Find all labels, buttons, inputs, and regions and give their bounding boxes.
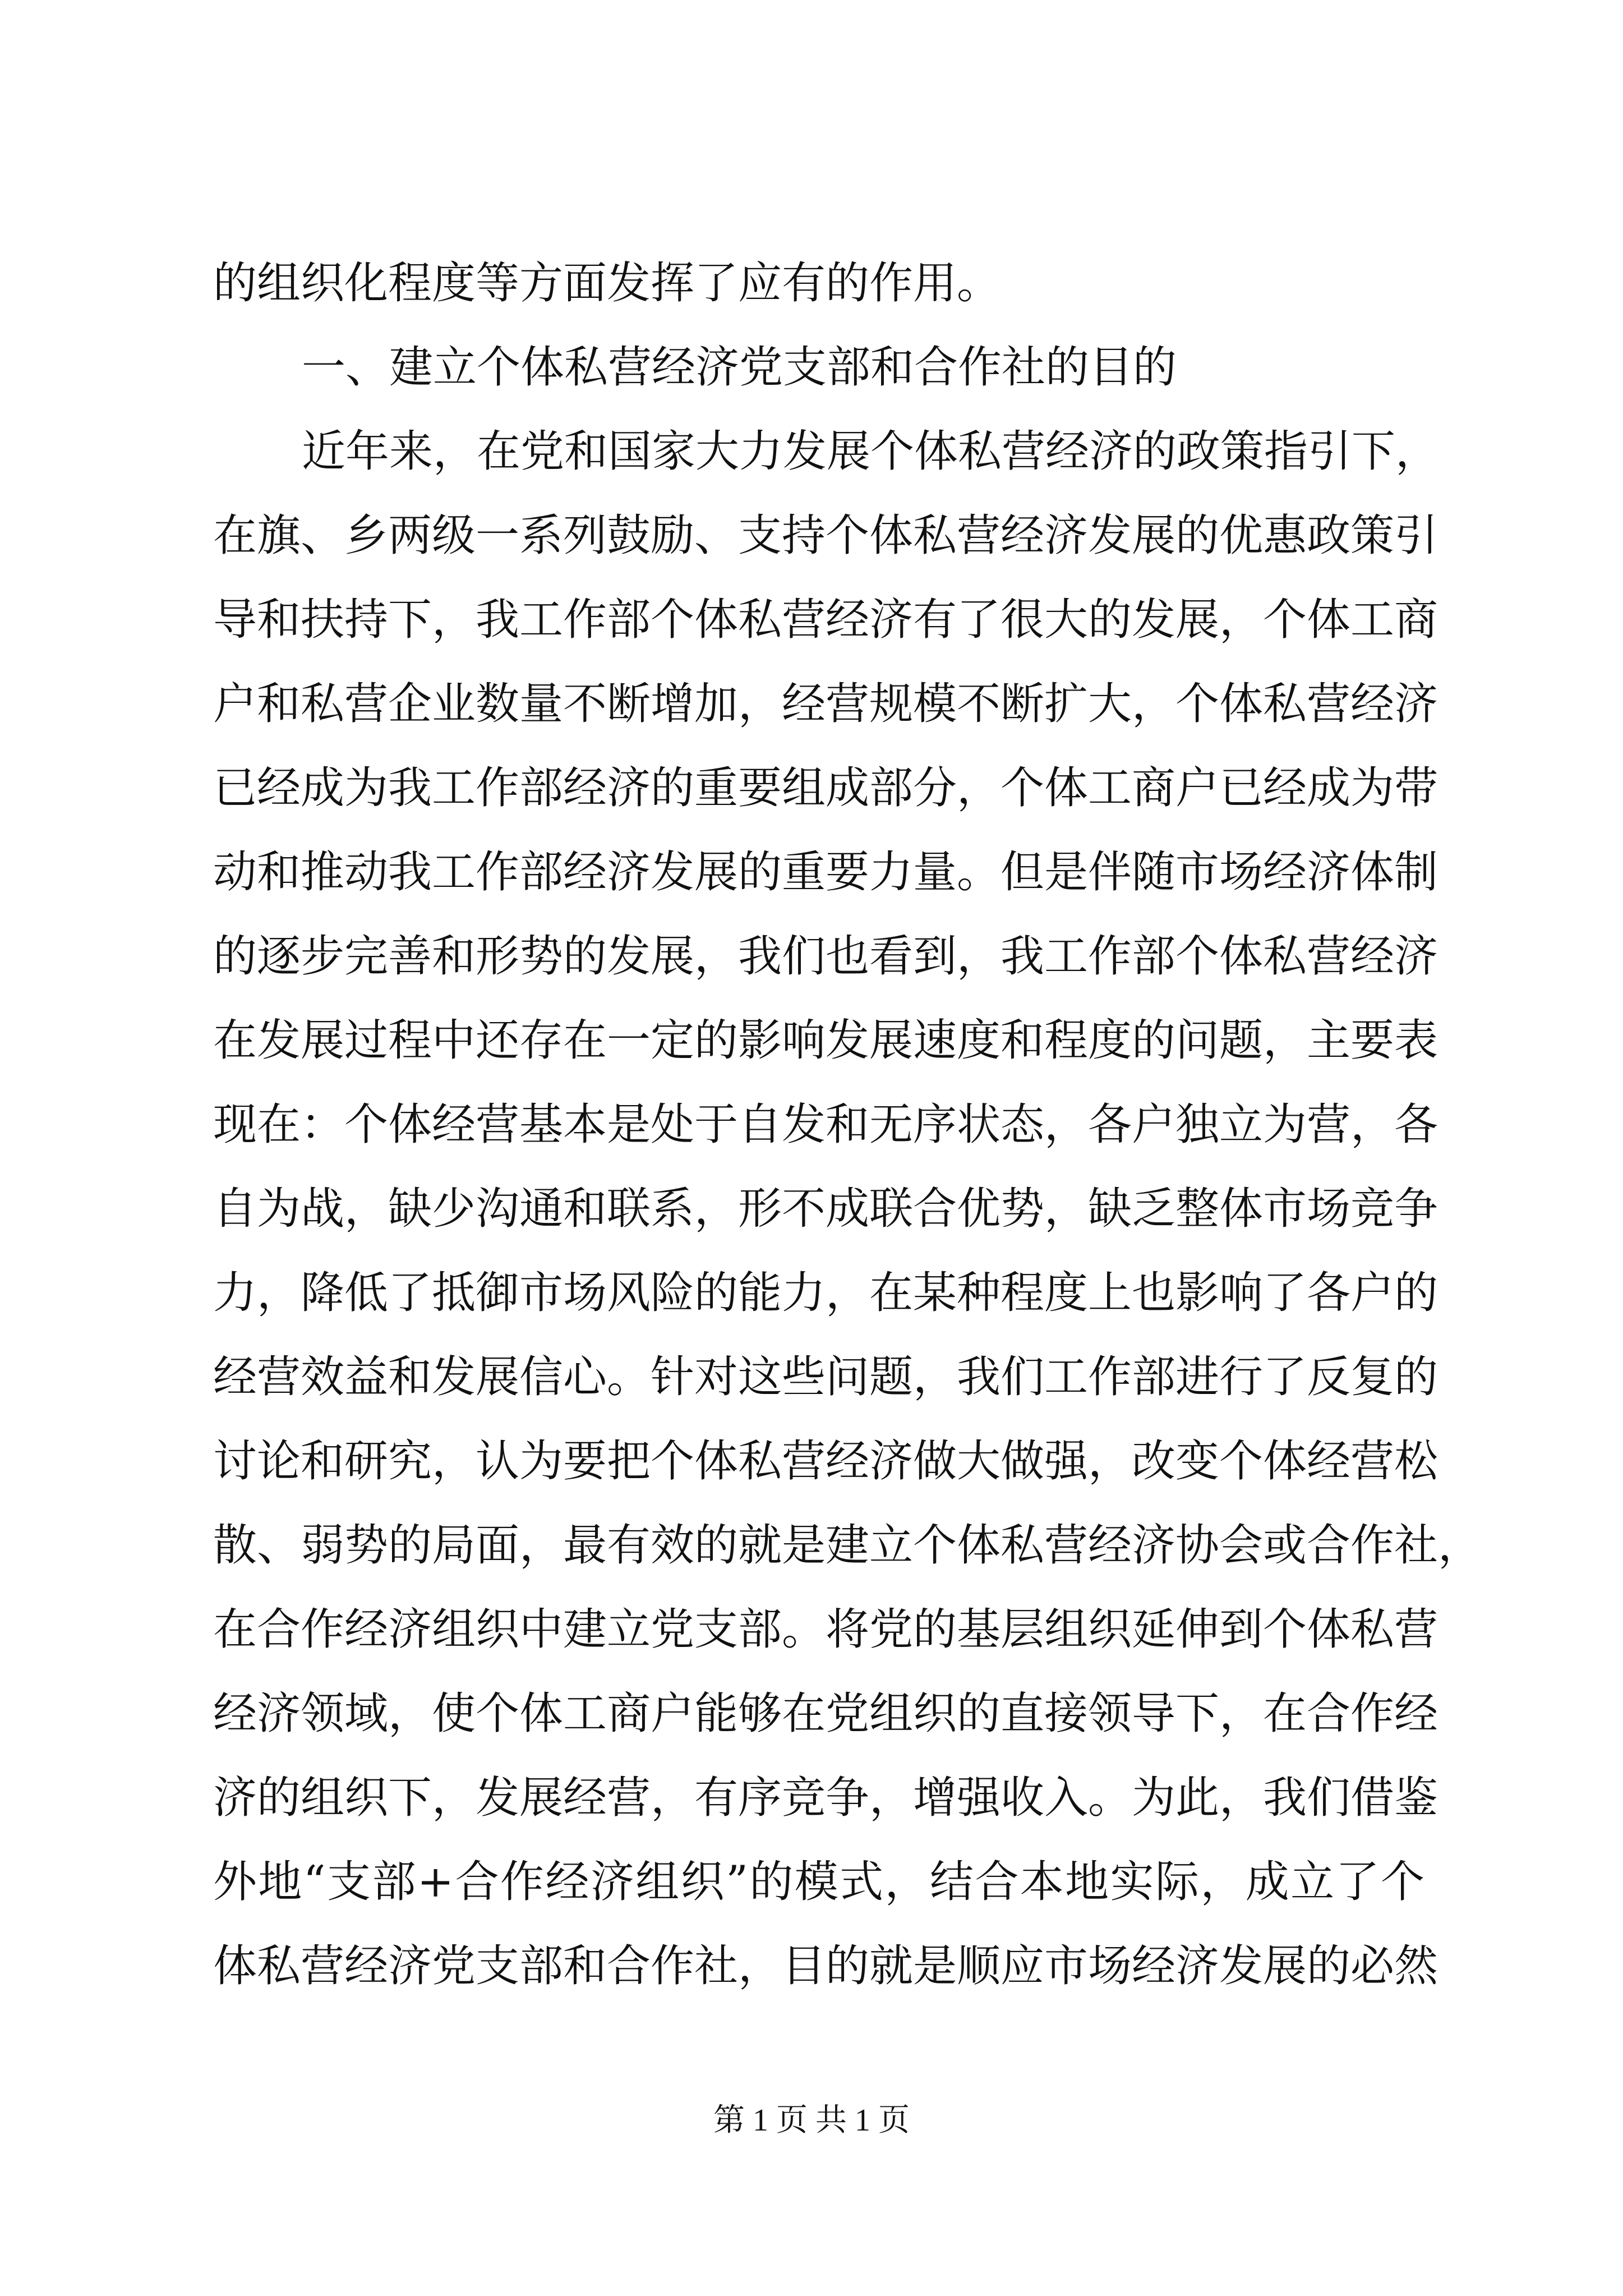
text-line: 济的组织下，发展经营，有序竞争，增强收入。为此，我们借鉴 xyxy=(213,1773,1438,1823)
text-line: 在旗、乡两级一系列鼓励、支持个体私营经济发展的优惠政策引 xyxy=(213,510,1438,561)
text-line: 已经成为我工作部经济的重要组成部分，个体工商户已经成为带 xyxy=(213,763,1438,813)
text-line: 现在：个体经营基本是处于自发和无序状态，各户独立为营，各 xyxy=(213,1099,1438,1150)
text-line: 动和推动我工作部经济发展的重要力量。但是伴随市场经济体制 xyxy=(213,847,1438,898)
text-line: 讨论和研究，认为要把个体私营经济做大做强，改变个体经营松 xyxy=(213,1436,1438,1487)
text-line: 经营效益和发展信心。针对这些问题，我们工作部进行了反复的 xyxy=(213,1352,1438,1402)
text-line: 力，降低了抵御市场风险的能力，在某种程度上也影响了各户的 xyxy=(213,1268,1438,1318)
text-line: 在发展过程中还存在一定的影响发展速度和程度的问题，主要表 xyxy=(213,1015,1438,1066)
text-line: 的组织化程度等方面发挥了应有的作用。 xyxy=(213,258,1001,309)
text-line: 导和扶持下，我工作部个体私营经济有了很大的发展，个体工商 xyxy=(213,595,1438,645)
page-number-footer: 第 1 页 共 1 页 xyxy=(713,2103,910,2138)
text-line: 的逐步完善和形势的发展，我们也看到，我工作部个体私营经济 xyxy=(213,931,1438,982)
text-line: 外地“支部+合作经济组织”的模式，结合本地实际，成立了个 xyxy=(213,1857,1424,1907)
text-line: 在合作经济组织中建立党支部。将党的基层组织延伸到个体私营 xyxy=(213,1604,1438,1655)
text-line: 体私营经济党支部和合作社，目的就是顺应市场经济发展的必然 xyxy=(213,1941,1438,1991)
text-line: 近年来，在党和国家大力发展个体私营经济的政策指引下， xyxy=(302,426,1440,477)
text-line: 户和私营企业数量不断增加，经营规模不断扩大，个体私营经济 xyxy=(213,679,1438,729)
text-line: 自为战，缺少沟通和联系，形不成联合优势，缺乏整体市场竞争 xyxy=(213,1184,1438,1234)
text-line: 经济领域，使个体工商户能够在党组织的直接领导下，在合作经 xyxy=(213,1688,1438,1739)
section-heading: 一、建立个体私营经济党支部和合作社的目的 xyxy=(302,342,1177,393)
text-line: 散、弱势的局面，最有效的就是建立个体私营经济协会或合作社， xyxy=(213,1520,1482,1571)
